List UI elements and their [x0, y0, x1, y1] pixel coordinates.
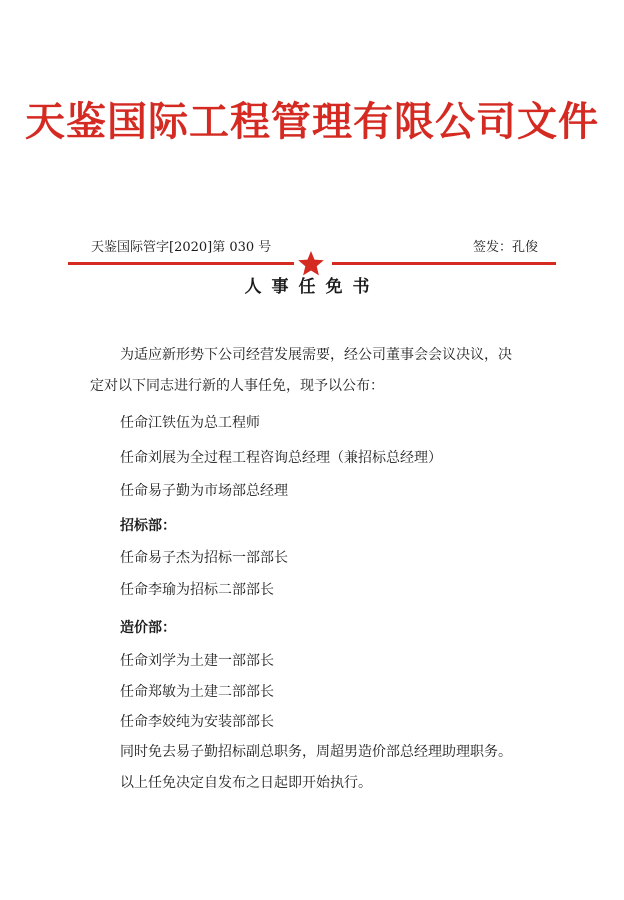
appointment-item: 任命郑敏为土建二部部长: [120, 684, 274, 700]
document-number: 天鉴国际管字[2020]第 030 号: [91, 240, 272, 255]
intro-paragraph-line-1: 为适应新形势下公司经营发展需要，经公司董事会会议决议，决: [120, 347, 512, 363]
document-title: 天鉴国际工程管理有限公司文件: [25, 98, 599, 145]
red-star-icon: [297, 249, 325, 277]
appointment-item: 任命江铁伍为总工程师: [120, 415, 260, 431]
cost-dept-heading: 造价部：: [120, 620, 176, 636]
appointment-item: 任命李瑜为招标二部部长: [120, 582, 274, 598]
intro-paragraph-line-2: 定对以下同志进行新的人事任免，现予以公布：: [90, 378, 384, 394]
appointment-item: 任命李姣纯为安装部部长: [120, 714, 274, 730]
bidding-dept-heading: 招标部：: [120, 518, 176, 534]
effective-statement: 以上任免决定自发布之日起即开始执行。: [120, 775, 372, 791]
appointment-item: 任命易子勤为市场部总经理: [120, 483, 288, 499]
appointment-item: 任命刘展为全过程工程咨询总经理（兼招标总经理）: [120, 450, 442, 466]
red-divider-right: [332, 262, 556, 265]
signer: 签发：孔俊: [472, 240, 538, 255]
appointment-item: 任命刘学为土建一部部长: [120, 653, 274, 669]
section-title: 人事任免书: [244, 277, 380, 297]
red-divider-left: [68, 262, 294, 265]
appointment-item: 任命易子杰为招标一部部长: [120, 550, 288, 566]
removal-statement: 同时免去易子勤招标副总职务，周超男造价部总经理助理职务。: [120, 744, 512, 760]
